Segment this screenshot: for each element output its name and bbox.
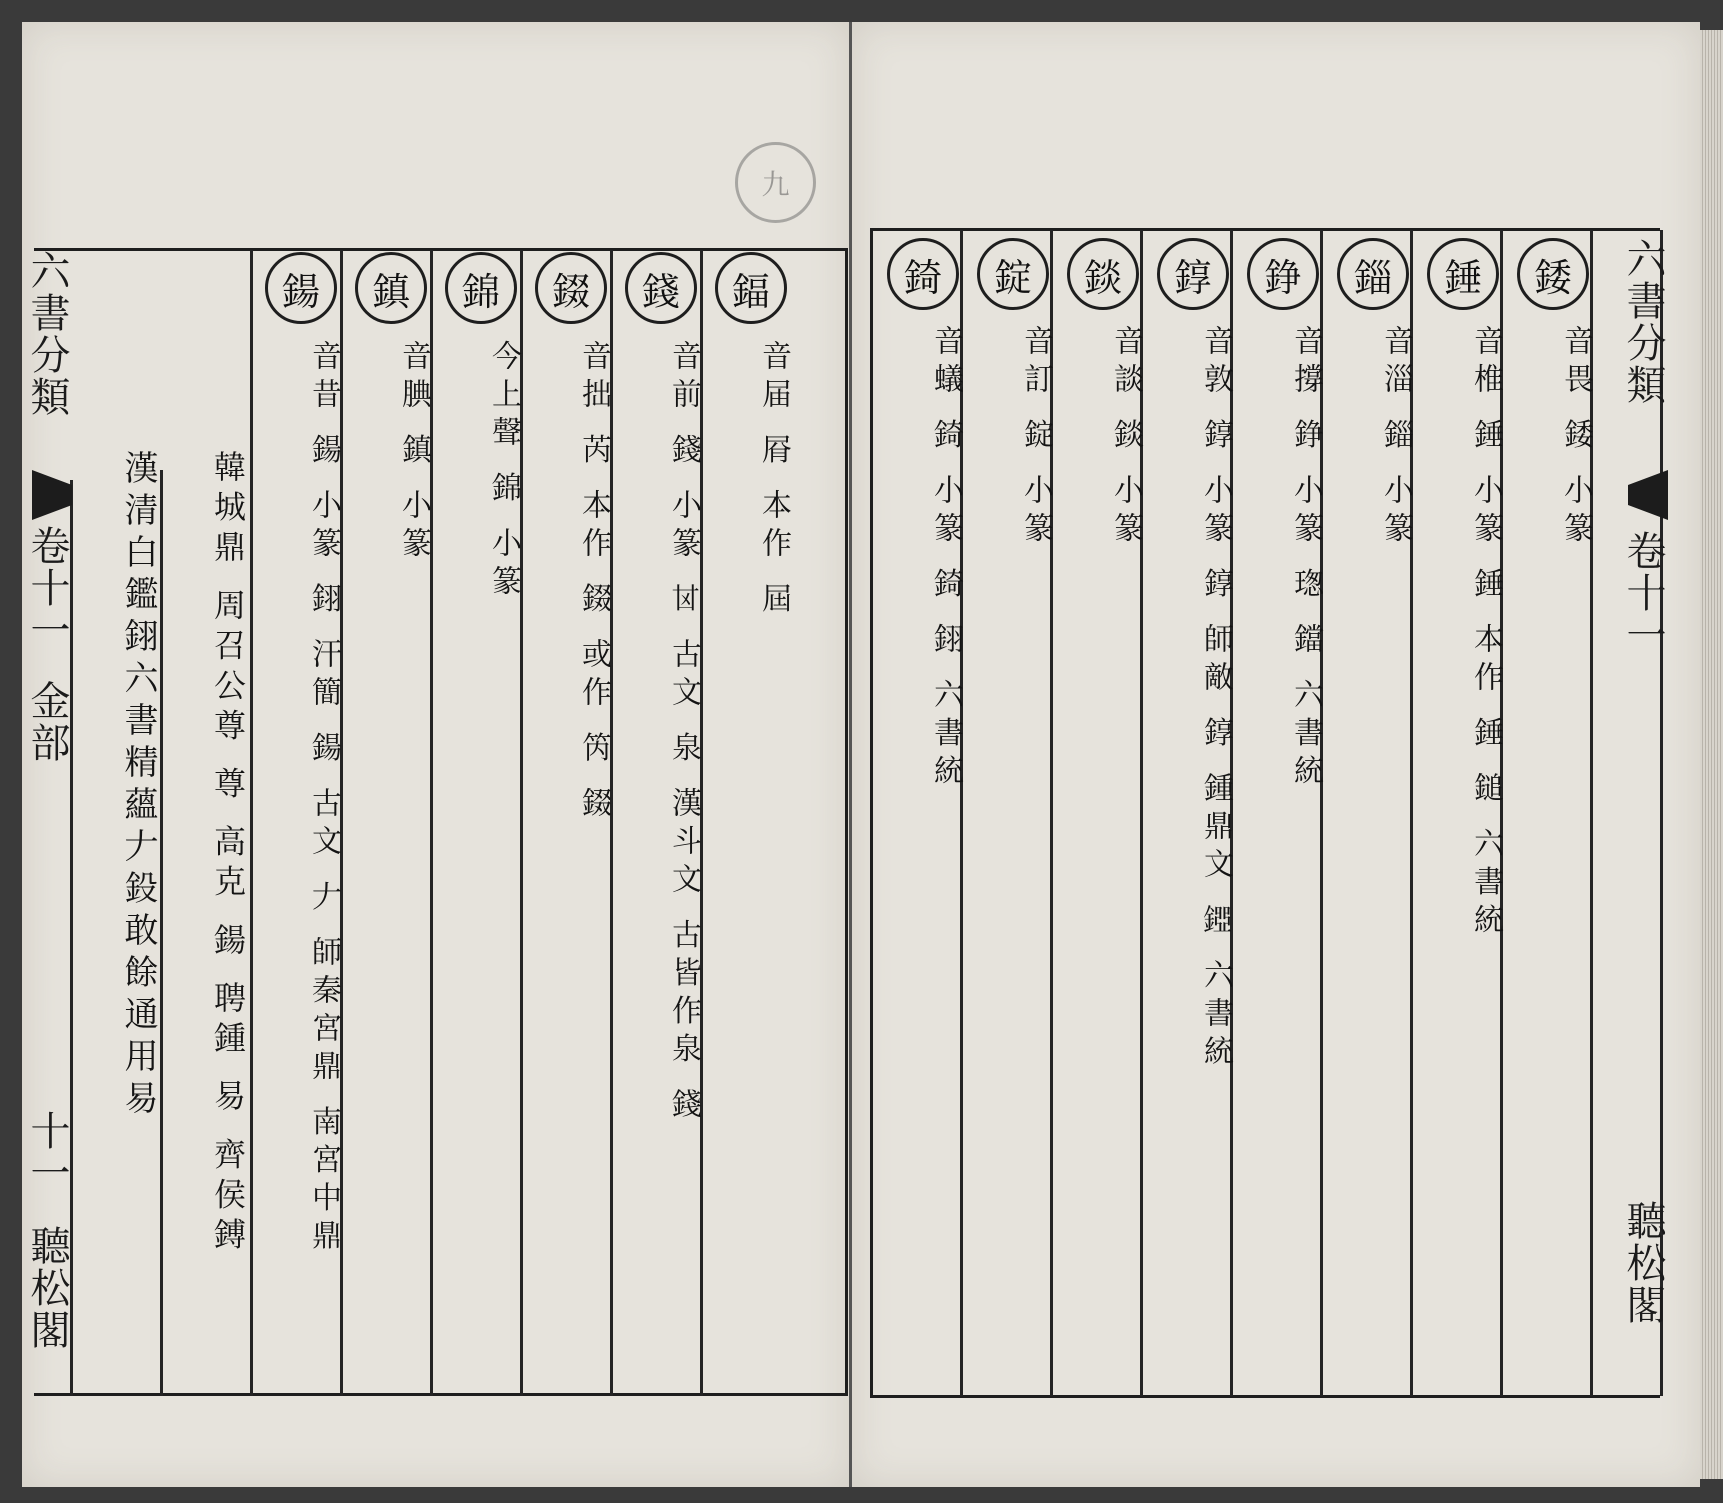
entry-text: 音届 㞕 本作 屆 — [756, 340, 791, 621]
head-character-circle: 鎮 — [355, 252, 427, 324]
entry-鍚 — [256, 252, 346, 324]
column-rule — [70, 480, 73, 1396]
seal-column: 韓城鼎 周召公尊 尊 高克 鍚 聘鍾 易 齊侯鎛 — [209, 450, 247, 1258]
head-character-circle: 鍢 — [715, 252, 787, 324]
column-rule — [160, 470, 163, 1396]
head-character-circle: 錣 — [535, 252, 607, 324]
entry-text: 音蟻 錡 小篆 錡 𨦫 六書統 — [928, 325, 963, 793]
entry-錡 — [878, 238, 968, 310]
entry-錟 — [1058, 238, 1148, 310]
entry-錘 — [1418, 238, 1508, 310]
entry-錦 — [436, 252, 526, 324]
left-margin-publisher: 聽松閣 — [24, 1225, 70, 1351]
entry-鍢 — [706, 252, 796, 324]
head-character-circle: 錠 — [977, 238, 1049, 310]
head-character-circle: 錦 — [445, 252, 517, 324]
left-margin-title: 六書分類 — [24, 250, 70, 418]
entry-text: 音淄 錙 小篆 — [1378, 325, 1413, 551]
head-character-circle: 錡 — [887, 238, 959, 310]
head-character-circle: 錙 — [1337, 238, 1409, 310]
head-character-circle: 錘 — [1427, 238, 1499, 310]
entry-錙 — [1328, 238, 1418, 310]
entry-text: 今上聲 錦 小篆 — [486, 340, 521, 604]
entry-text: 音椎 錘 小篆 錘 本作 錘 鎚 六書統 — [1468, 325, 1503, 942]
left-margin-page: 十一 — [24, 1110, 70, 1194]
head-character-circle: 錚 — [1247, 238, 1319, 310]
entry-text: 音訂 錠 小篆 — [1018, 325, 1053, 551]
entry-錞 — [1148, 238, 1238, 310]
column-rule — [250, 250, 253, 1396]
head-character-circle: 鍚 — [265, 252, 337, 324]
head-character-circle: 錞 — [1157, 238, 1229, 310]
right-margin-publisher: 聽松閣 — [1620, 1200, 1666, 1326]
entry-text: 音敦 錞 小篆 錞 師敵 錞 鍾鼎文 𨪐 六書統 — [1198, 325, 1233, 1074]
head-character-circle: 錗 — [1517, 238, 1589, 310]
head-character-circle: 錟 — [1067, 238, 1139, 310]
entry-錢 — [616, 252, 706, 324]
entry-錠 — [968, 238, 1058, 310]
entry-錗 — [1508, 238, 1598, 310]
entry-text: 音昔 鍚 小篆 𨦫 汗簡 鍚 古文 𠂇 師秦宮鼎 南宮中鼎 — [306, 340, 341, 1258]
entry-text: 音談 錟 小篆 — [1108, 325, 1143, 551]
continued-text: 漢清白鑑𨦫六書精蘊𠂇鈠敢餘通用易 — [118, 450, 158, 1122]
left-margin-section: 金部 — [24, 680, 70, 764]
page-stamp: 九 — [735, 142, 816, 223]
right-margin-volume: 卷十一 — [1620, 530, 1666, 656]
entry-錚 — [1238, 238, 1328, 310]
head-character-circle: 錢 — [625, 252, 697, 324]
entry-text: 音腆 鎮 小篆 — [396, 340, 431, 566]
entry-text: 音拙 芮 本作 錣 或作 笍 錣 — [576, 340, 611, 826]
entry-text: 音前 錢 小篆 𠀠 古文 泉 漢斗文 古皆作泉 錢 — [666, 340, 701, 1127]
page-edges — [1700, 30, 1723, 1479]
left-margin-volume: 卷十一 — [24, 525, 70, 651]
entry-鎮 — [346, 252, 436, 324]
right-margin-title: 六書分類 — [1620, 238, 1666, 406]
entry-錣 — [526, 252, 616, 324]
entry-text: 音畏 錗 小篆 — [1558, 325, 1593, 551]
entry-text: 音撐 錚 小篆 𤧚 鐺 六書統 — [1288, 325, 1323, 793]
